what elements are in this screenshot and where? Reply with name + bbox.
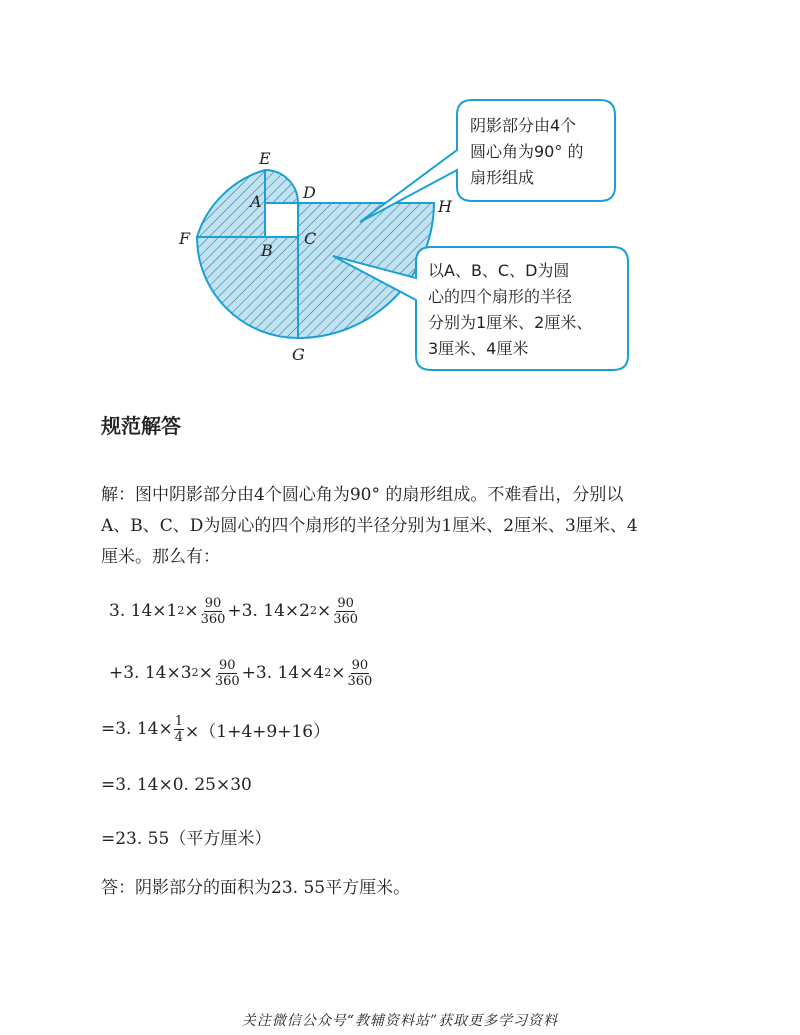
point-label-g: G	[292, 345, 305, 364]
section-title: 规范解答	[101, 414, 181, 438]
callout-text: 阴影部分由4个	[470, 116, 577, 135]
solution-line: A、B、C、D为圆心的四个扇形的半径分别为1厘米、2厘米、3厘米、4	[101, 516, 638, 536]
math-line-3: =3. 14× $\frac{1}{4}$ ×（1+4+9+16）	[101, 713, 331, 745]
callout-text: 以A、B、C、D为圆	[428, 261, 570, 280]
fraction: $\frac{90}{360}$	[214, 657, 240, 689]
fraction: $\frac{1}{4}$	[174, 713, 184, 745]
center-square	[265, 203, 298, 237]
fraction: $\frac{90}{360}$	[347, 657, 373, 689]
point-label-b: B	[261, 241, 273, 260]
point-label-e: E	[259, 149, 271, 168]
math-line-1: 3. 14×1 2 × $\frac{90}{360}$ +3. 14×2 2 × $\frac{90}{360}$	[109, 595, 359, 627]
solution-line: 厘米。那么有：	[101, 547, 220, 567]
footer-note: 关注微信公众号“教辅资料站”获取更多学习资料	[241, 1013, 559, 1029]
callout-text: 心的四个扇形的半径	[428, 287, 573, 306]
math-line-2: +3. 14×3 2 × $\frac{90}{360}$ +3. 14×4 2 × $\frac{90}{360}$	[109, 657, 373, 689]
answer-text: 答：阴影部分的面积为23. 55平方厘米。	[101, 878, 411, 898]
point-label-d: D	[303, 183, 316, 202]
point-label-a: A	[250, 192, 262, 211]
solution-line: 解：图中阴影部分由4个圆心角为90° 的扇形组成。不难看出，分别以	[101, 485, 624, 505]
fraction: $\frac{90}{360}$	[333, 595, 359, 627]
point-label-c: C	[304, 229, 317, 248]
math-line-5: =23. 55（平方厘米）	[101, 828, 272, 849]
fraction: $\frac{90}{360}$	[200, 595, 226, 627]
callout-text: 圆心角为90° 的	[470, 142, 584, 161]
point-label-h: H	[438, 197, 452, 216]
callout-text: 3厘米、4厘米	[428, 339, 529, 358]
solution-paragraph	[101, 480, 701, 573]
sector-figure	[0, 0, 800, 400]
math-line-4: =3. 14×0. 25×30	[101, 775, 252, 795]
point-label-f: F	[179, 229, 191, 248]
callout-text: 分别为1厘米、2厘米、	[428, 313, 593, 332]
callout-text: 扇形组成	[470, 168, 535, 187]
